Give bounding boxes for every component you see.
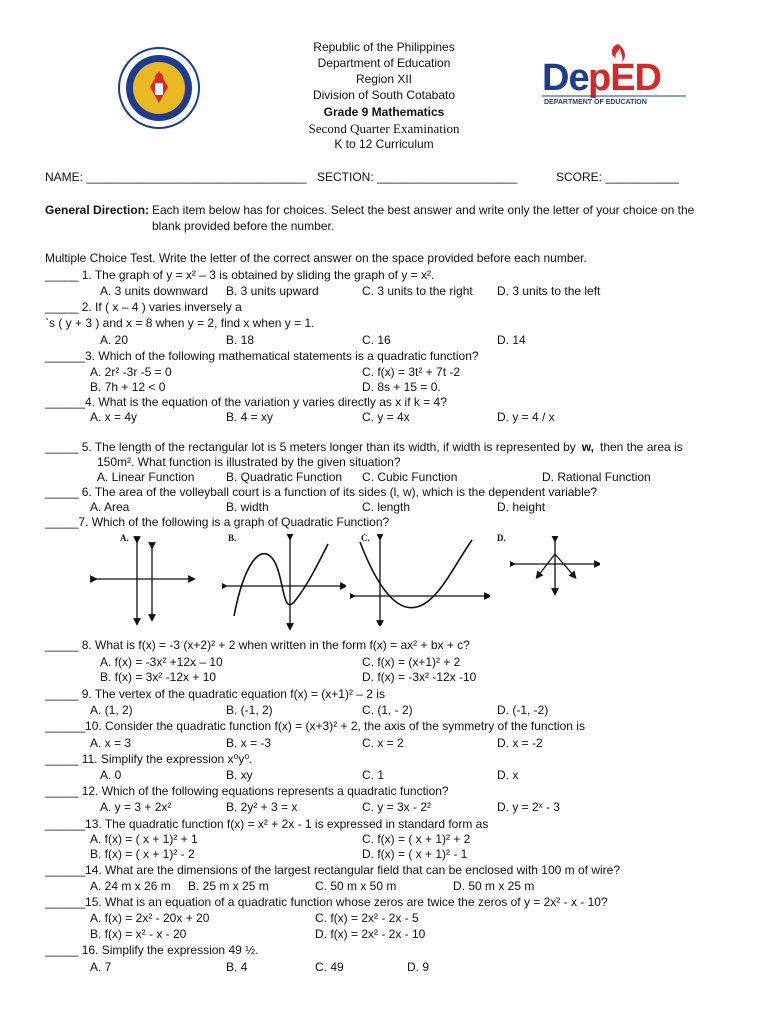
direction-label: General Direction:	[45, 203, 150, 217]
grade-title: Grade 9 Mathematics	[323, 105, 445, 119]
q1-stem: _____ 1. The graph of y = x² – 3 is obtained by sliding the graph of y = x².	[45, 268, 435, 282]
q7-graph-b	[222, 534, 346, 630]
q8-choice-a: A. f(x) = -3x² +12x – 10	[100, 655, 223, 669]
q10-choice-b: B. x = -3	[226, 736, 272, 750]
q4-choice-d: D. y = 4 / x	[497, 410, 555, 424]
q6-choice-d: D. height	[497, 500, 546, 514]
q10-choice-d: D. x = -2	[497, 736, 543, 750]
q2-choice-d: D. 14	[497, 333, 526, 347]
q14-choice-b: B. 25 m x 25 m	[188, 879, 269, 893]
q15-choice-a: A. f(x) = 2x² - 20x + 20	[90, 911, 210, 925]
q7-label-b: B.	[228, 533, 237, 543]
instruction-text: Multiple Choice Test. Write the letter of the correct answer on the space provided before each number.	[45, 251, 587, 265]
q3-choice-d: D. 8s + 15 = 0.	[362, 380, 441, 394]
q10-stem: ______10. Consider the quadratic function f(x) = (x+3)² + 2, the axis of the symmetry of the function is	[45, 719, 585, 733]
q7-label-a: A.	[120, 533, 129, 543]
q6-choice-c: C. length	[362, 500, 411, 514]
q5-stem-text: _____ 5. The length of the rectangular lot is 5 meters longer than its width, if width is represented by	[45, 440, 576, 454]
q3-stem: ______3. Which of the following mathematical statements is a quadratic function?	[45, 349, 479, 363]
q5-stem-2: 150m². What function is illustrated by the given situation?	[97, 455, 401, 469]
q13-choice-b: B. f(x) = ( x + 1)² - 2	[90, 847, 195, 861]
q3-choice-c: C. f(x) = 3t² + 7t -2	[362, 365, 461, 379]
q3-choice-b: B. 7h + 12 < 0	[90, 380, 166, 394]
q14-choice-c: C. 50 m x 50 m	[315, 879, 397, 893]
q9-choice-b: B. (-1, 2)	[226, 703, 273, 717]
q6-stem: _____ 6. The area of the volleyball court is a function of its sides (l, w), which is the dependent variable?	[45, 485, 598, 499]
q14-stem: ______14. What are the dimensions of the largest rectangular field that can be enclosed with 100 m of wire?	[45, 863, 621, 877]
q8-stem: _____ 8. What is f(x) = -3 (x+2)² + 2 when written in the form f(x) = ax² + bx + c?	[45, 638, 470, 652]
q8-choice-d: D. f(x) = -3x² -12x -10	[362, 670, 477, 684]
exam-title: Second Quarter Examination	[308, 121, 460, 136]
q13-choice-c: C. f(x) = ( x + 1)² + 2	[362, 832, 471, 846]
header-line-1: Republic of the Philippines	[313, 40, 455, 54]
q6-choice-a: A. Area	[90, 500, 130, 514]
header-line-3: Region XII	[355, 72, 413, 86]
q16-choice-a: A. 7	[90, 960, 112, 974]
q11-choice-c: C. 1	[362, 768, 385, 782]
svg-text:De: De	[542, 57, 589, 99]
q5-choice-c: C. Cubic Function	[362, 470, 458, 484]
q4-stem: ______4. What is the equation of the variation y varies directly as x if k = 4?	[45, 395, 447, 409]
q15-choice-c: C. f(x) = 2x² - 2x - 5	[315, 911, 419, 925]
q2-choice-a: A. 20	[100, 333, 129, 347]
score-field: SCORE: ___________	[556, 170, 679, 184]
q7-graph-a	[90, 536, 196, 626]
header-line-2: Department of Education	[317, 56, 451, 70]
svg-text:DEPARTMENT OF EDUCATION: DEPARTMENT OF EDUCATION	[544, 99, 647, 106]
q2-choice-c: C. 16	[362, 333, 391, 347]
q7-graph-d	[510, 536, 600, 596]
q11-choice-d: D. x	[497, 768, 519, 782]
q9-choice-a: A. (1, 2)	[90, 703, 133, 717]
q4-choice-b: B. 4 = xy	[226, 410, 274, 424]
q5-choice-b: B. Quadratic Function	[226, 470, 343, 484]
q1-choice-d: D. 3 units to the left	[497, 284, 601, 298]
q12-choice-c: C. y = 3x - 2²	[362, 800, 432, 814]
q10-choice-a: A. x = 3	[90, 736, 132, 750]
direction-text-2: blank provided before the number.	[152, 219, 335, 233]
q11-stem: _____ 11. Simplify the expression x⁰y⁰.	[45, 752, 253, 766]
q10-choice-c: C. x = 2	[362, 736, 404, 750]
deped-seal-logo	[118, 47, 200, 129]
q9-stem: _____ 9. The vertex of the quadratic equation f(x) = (x+1)² – 2 is	[45, 687, 385, 701]
q14-choice-d: D. 50 m x 25 m	[453, 879, 535, 893]
q16-choice-b: B. 4	[226, 960, 248, 974]
q13-stem: ______13. The quadratic function f(x) = x² + 2x - 1 is expressed in standard form as	[45, 817, 489, 831]
q12-choice-b: B. 2y² + 3 = x	[226, 800, 298, 814]
q16-choice-c: C. 49	[315, 960, 344, 974]
q4-choice-c: C. y = 4x	[362, 410, 410, 424]
deped-logo	[540, 42, 690, 106]
q7-graph-c	[350, 534, 490, 626]
q14-choice-a: A. 24 m x 26 m	[90, 879, 171, 893]
q4-choice-a: A. x = 4y	[90, 410, 138, 424]
q2-stem-2: `s ( y + 3 ) and x = 8 when y = 2, find x when y = 1.	[45, 316, 315, 330]
direction-text-1: Each item below has for choices. Select the best answer and write only the letter of your choice on the	[152, 203, 695, 217]
q9-choice-c: C. (1, - 2)	[362, 703, 413, 717]
header-line-4: Division of South Cotabato	[312, 88, 456, 102]
q12-choice-a: A. y = 3 + 2x²	[100, 800, 172, 814]
svg-text:pED: pED	[588, 57, 661, 99]
q1-choice-b: B. 3 units upward	[226, 284, 319, 298]
q11-choice-a: A. 0	[100, 768, 122, 782]
q15-stem: ______15. What is an equation of a quadratic function whose zeros are twice the zeros of y = 2x² - x - 10?	[45, 895, 608, 909]
section-field: SECTION: _____________________	[317, 170, 518, 184]
q9-choice-d: D. (-1, -2)	[497, 703, 549, 717]
q8-choice-c: C. f(x) = (x+1)² + 2	[362, 655, 461, 669]
q12-stem: _____ 12. Which of the following equations represents a quadratic function?	[45, 784, 449, 798]
q8-choice-b: B. f(x) = 3x² -12x + 10	[100, 670, 217, 684]
q13-choice-d: D. f(x) = ( x + 1)² - 1	[362, 847, 468, 861]
q5-stem	[45, 440, 683, 454]
q12-choice-d: D. y = 2ˣ - 3	[497, 800, 560, 814]
q3-choice-a: A. 2r² -3r -5 = 0	[90, 365, 172, 379]
q5-choice-d: D. Rational Function	[542, 470, 651, 484]
curriculum-label: K to 12 Curriculum	[334, 137, 434, 151]
q6-choice-b: B. width	[226, 500, 269, 514]
q5-stem-bold: w,	[581, 440, 594, 454]
q16-choice-d: D. 9	[407, 960, 430, 974]
q2-stem: _____ 2. If ( x – 4 ) varies inversely a	[45, 300, 242, 314]
q5-choice-a: A. Linear Function	[97, 470, 195, 484]
name-field: NAME: _________________________________	[45, 170, 307, 184]
q15-choice-b: B. f(x) = x² - x - 20	[90, 927, 187, 941]
q7-stem: _____7. Which of the following is a graph of Quadratic Function?	[45, 515, 390, 529]
q15-choice-d: D. f(x) = 2x² - 2x - 10	[315, 927, 426, 941]
q1-choice-a: A. 3 units downward	[100, 284, 209, 298]
q1-choice-c: C. 3 units to the right	[362, 284, 473, 298]
q7-label-d: D.	[497, 533, 506, 543]
q2-choice-b: B. 18	[226, 333, 255, 347]
q13-choice-a: A. f(x) = ( x + 1)² + 1	[90, 832, 198, 846]
q5-stem-end: then the area is	[599, 440, 683, 454]
q7-label-c: C.	[361, 533, 370, 543]
q11-choice-b: B. xy	[226, 768, 253, 782]
q16-stem: _____ 16. Simplify the expression 49 ½.	[45, 943, 259, 957]
